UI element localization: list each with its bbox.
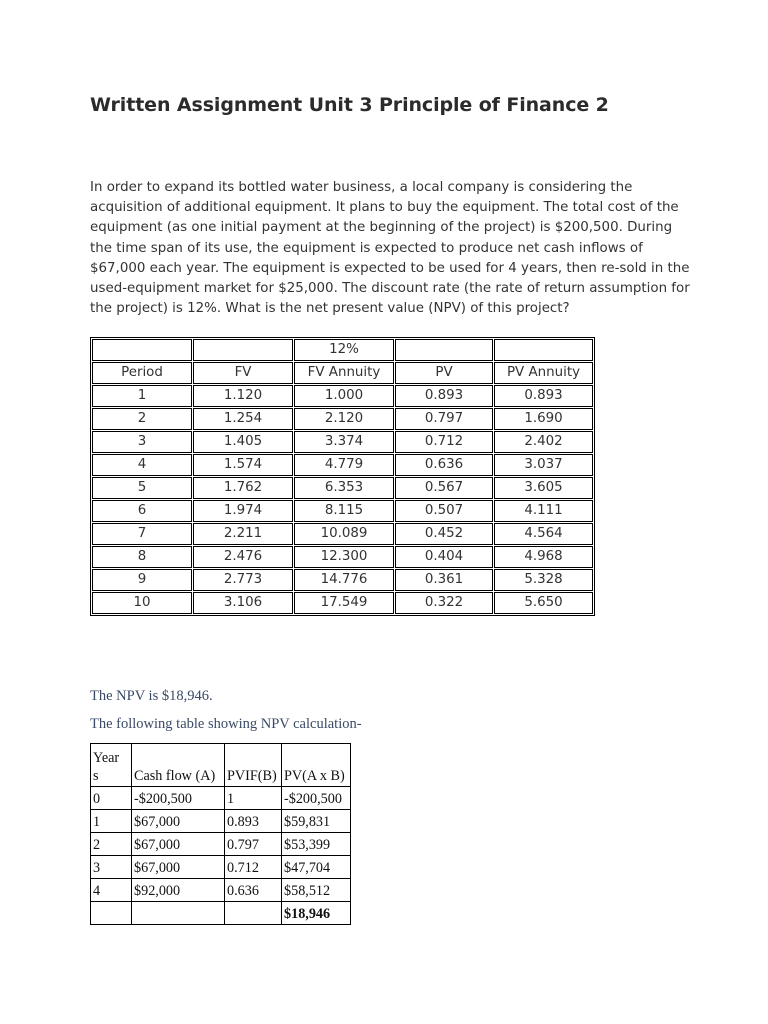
factor-table-row xyxy=(92,546,593,568)
factor-table-cell-pv: 0.893 xyxy=(395,385,493,407)
factor-table-cell-pv-annuity: 4.968 xyxy=(494,546,593,568)
factor-table-cell-fv-annuity: 2.120 xyxy=(294,408,394,430)
factor-table-cell-period: 3 xyxy=(92,431,192,453)
factor-table-cell-period: 10 xyxy=(92,592,192,614)
factor-table-cell-pv-annuity: 4.564 xyxy=(494,523,593,545)
problem-paragraph: In order to expand its bottled water business, a local company is considering the acquisition of additional equipment. It plans to buy the equipment. The total cost of the equipment (as one initial payment at the beginning of the project) is $200,500. During the time span of its use, the equipment is expected to produce net cash inflows of $67,000 each year. The equipment is expected to be used for 4 years, then re-sold in the used-equipment market for $25,000. The discount rate (the rate of return assumption for the project) is 12%. What is the net present value (NPV) of this project? xyxy=(90,180,690,317)
factor-table-cell-pv: 0.797 xyxy=(395,408,493,430)
factor-table-row xyxy=(92,477,593,499)
factor-table-row xyxy=(92,385,593,407)
factor-table-cell-pv-annuity: 3.605 xyxy=(494,477,593,499)
factor-table-cell-pv: 0.636 xyxy=(395,454,493,476)
factor-table-cell-fv-annuity: 6.353 xyxy=(294,477,394,499)
factor-table-header-row xyxy=(92,362,593,384)
npv-table-cell-pv: -$200,500 xyxy=(282,787,351,810)
factor-table-header-period: Period xyxy=(92,362,192,384)
factor-table-cell-pv-annuity: 3.037 xyxy=(494,454,593,476)
npv-table-cell-pv: $59,831 xyxy=(282,810,351,833)
npv-table-header-pv: PV(A x B) xyxy=(282,744,351,787)
factor-table-cell-pv-annuity: 2.402 xyxy=(494,431,593,453)
npv-table-cell-year: 3 xyxy=(91,856,132,879)
factor-table-cell-fv: 3.106 xyxy=(193,592,293,614)
npv-table-header-year-line2: s xyxy=(93,768,99,784)
factor-table-cell-pv-annuity: 5.650 xyxy=(494,592,593,614)
factor-table-cell-fv-annuity: 8.115 xyxy=(294,500,394,522)
npv-table-empty-cell xyxy=(91,902,132,925)
npv-table-cell-cash-flow: $92,000 xyxy=(132,879,225,902)
factor-table-cell-period: 2 xyxy=(92,408,192,430)
factor-table-cell-fv: 2.773 xyxy=(193,569,293,591)
npv-table-header-row xyxy=(91,744,351,787)
npv-table-cell-pvif: 0.712 xyxy=(225,856,282,879)
factor-table-cell-period: 7 xyxy=(92,523,192,545)
factor-table-cell-pv: 0.507 xyxy=(395,500,493,522)
factor-table-cell-fv: 1.254 xyxy=(193,408,293,430)
factor-table-cell-fv: 1.974 xyxy=(193,500,293,522)
factor-table-cell-fv: 2.211 xyxy=(193,523,293,545)
factor-table-rate-row xyxy=(92,339,593,361)
factor-table-cell-pv: 0.567 xyxy=(395,477,493,499)
factor-table-row xyxy=(92,408,593,430)
factor-table-body xyxy=(92,385,593,614)
factor-table-cell-period: 5 xyxy=(92,477,192,499)
factor-table-cell-period: 4 xyxy=(92,454,192,476)
npv-table-cell-year: 4 xyxy=(91,879,132,902)
npv-table-cell-cash-flow: -$200,500 xyxy=(132,787,225,810)
factor-table-row xyxy=(92,454,593,476)
factor-table-cell-fv-annuity: 12.300 xyxy=(294,546,394,568)
factor-table xyxy=(90,337,595,616)
npv-table-body xyxy=(91,787,351,902)
npv-table-total: $18,946 xyxy=(282,902,351,925)
factor-table-cell-fv: 1.405 xyxy=(193,431,293,453)
factor-table-cell-fv-annuity: 4.779 xyxy=(294,454,394,476)
factor-table-empty-cell xyxy=(193,339,293,361)
npv-statement: The NPV is $18,946. xyxy=(90,688,213,704)
factor-table-row xyxy=(92,592,593,614)
npv-table-intro: The following table showing NPV calculation- xyxy=(90,716,362,732)
factor-table-empty-cell xyxy=(494,339,593,361)
factor-table-cell-period: 6 xyxy=(92,500,192,522)
factor-table-cell-period: 9 xyxy=(92,569,192,591)
npv-table-header-years xyxy=(91,744,132,787)
factor-table-row xyxy=(92,431,593,453)
npv-table-cell-cash-flow: $67,000 xyxy=(132,833,225,856)
npv-table-empty-cell xyxy=(225,902,282,925)
npv-table-cell-pv: $53,399 xyxy=(282,833,351,856)
npv-table-row xyxy=(91,810,351,833)
npv-table-total-row xyxy=(91,902,351,925)
factor-table-cell-pv-annuity: 5.328 xyxy=(494,569,593,591)
factor-table-row xyxy=(92,523,593,545)
npv-table-header-pvif: PVIF(B) xyxy=(225,744,282,787)
npv-table-row xyxy=(91,879,351,902)
npv-table-cell-pvif: 1 xyxy=(225,787,282,810)
npv-table-cell-year: 1 xyxy=(91,810,132,833)
factor-table-cell-pv: 0.322 xyxy=(395,592,493,614)
npv-table-row xyxy=(91,856,351,879)
factor-table-row xyxy=(92,569,593,591)
factor-table-header-pv: PV xyxy=(395,362,493,384)
npv-table-header-year-line1: Year xyxy=(93,750,120,766)
factor-table-cell-pv-annuity: 1.690 xyxy=(494,408,593,430)
npv-table-cell-cash-flow: $67,000 xyxy=(132,856,225,879)
factor-table-cell-period: 8 xyxy=(92,546,192,568)
factor-table-cell-fv-annuity: 10.089 xyxy=(294,523,394,545)
factor-table-cell-pv: 0.452 xyxy=(395,523,493,545)
npv-table-cell-cash-flow: $67,000 xyxy=(132,810,225,833)
factor-table-cell-fv: 2.476 xyxy=(193,546,293,568)
factor-table-cell-pv: 0.361 xyxy=(395,569,493,591)
factor-table-header-pv-annuity: PV Annuity xyxy=(494,362,593,384)
npv-table-row xyxy=(91,833,351,856)
npv-table-header-cash-flow: Cash flow (A) xyxy=(132,744,225,787)
factor-table-empty-cell xyxy=(92,339,192,361)
npv-table-cell-pv: $58,512 xyxy=(282,879,351,902)
factor-table-header-fv: FV xyxy=(193,362,293,384)
npv-table-cell-year: 2 xyxy=(91,833,132,856)
factor-table-row xyxy=(92,500,593,522)
npv-table-cell-pvif: 0.797 xyxy=(225,833,282,856)
factor-table-cell-period: 1 xyxy=(92,385,192,407)
factor-table-rate-label: 12% xyxy=(294,339,394,361)
factor-table-cell-fv: 1.574 xyxy=(193,454,293,476)
factor-table-cell-pv-annuity: 0.893 xyxy=(494,385,593,407)
npv-table-cell-pvif: 0.893 xyxy=(225,810,282,833)
factor-table-cell-fv: 1.762 xyxy=(193,477,293,499)
npv-table-cell-pvif: 0.636 xyxy=(225,879,282,902)
factor-table-header-fv-annuity: FV Annuity xyxy=(294,362,394,384)
factor-table-empty-cell xyxy=(395,339,493,361)
factor-table-cell-fv-annuity: 3.374 xyxy=(294,431,394,453)
npv-table xyxy=(90,743,351,925)
npv-table-cell-pv: $47,704 xyxy=(282,856,351,879)
factor-table-cell-pv: 0.712 xyxy=(395,431,493,453)
factor-table-cell-fv: 1.120 xyxy=(193,385,293,407)
factor-table-cell-fv-annuity: 1.000 xyxy=(294,385,394,407)
factor-table-cell-fv-annuity: 14.776 xyxy=(294,569,394,591)
page-title: Written Assignment Unit 3 Principle of Finance 2 xyxy=(90,94,609,116)
factor-table-cell-pv: 0.404 xyxy=(395,546,493,568)
factor-table-cell-fv-annuity: 17.549 xyxy=(294,592,394,614)
npv-table-cell-year: 0 xyxy=(91,787,132,810)
npv-table-row xyxy=(91,787,351,810)
npv-table-empty-cell xyxy=(132,902,225,925)
factor-table-cell-pv-annuity: 4.111 xyxy=(494,500,593,522)
